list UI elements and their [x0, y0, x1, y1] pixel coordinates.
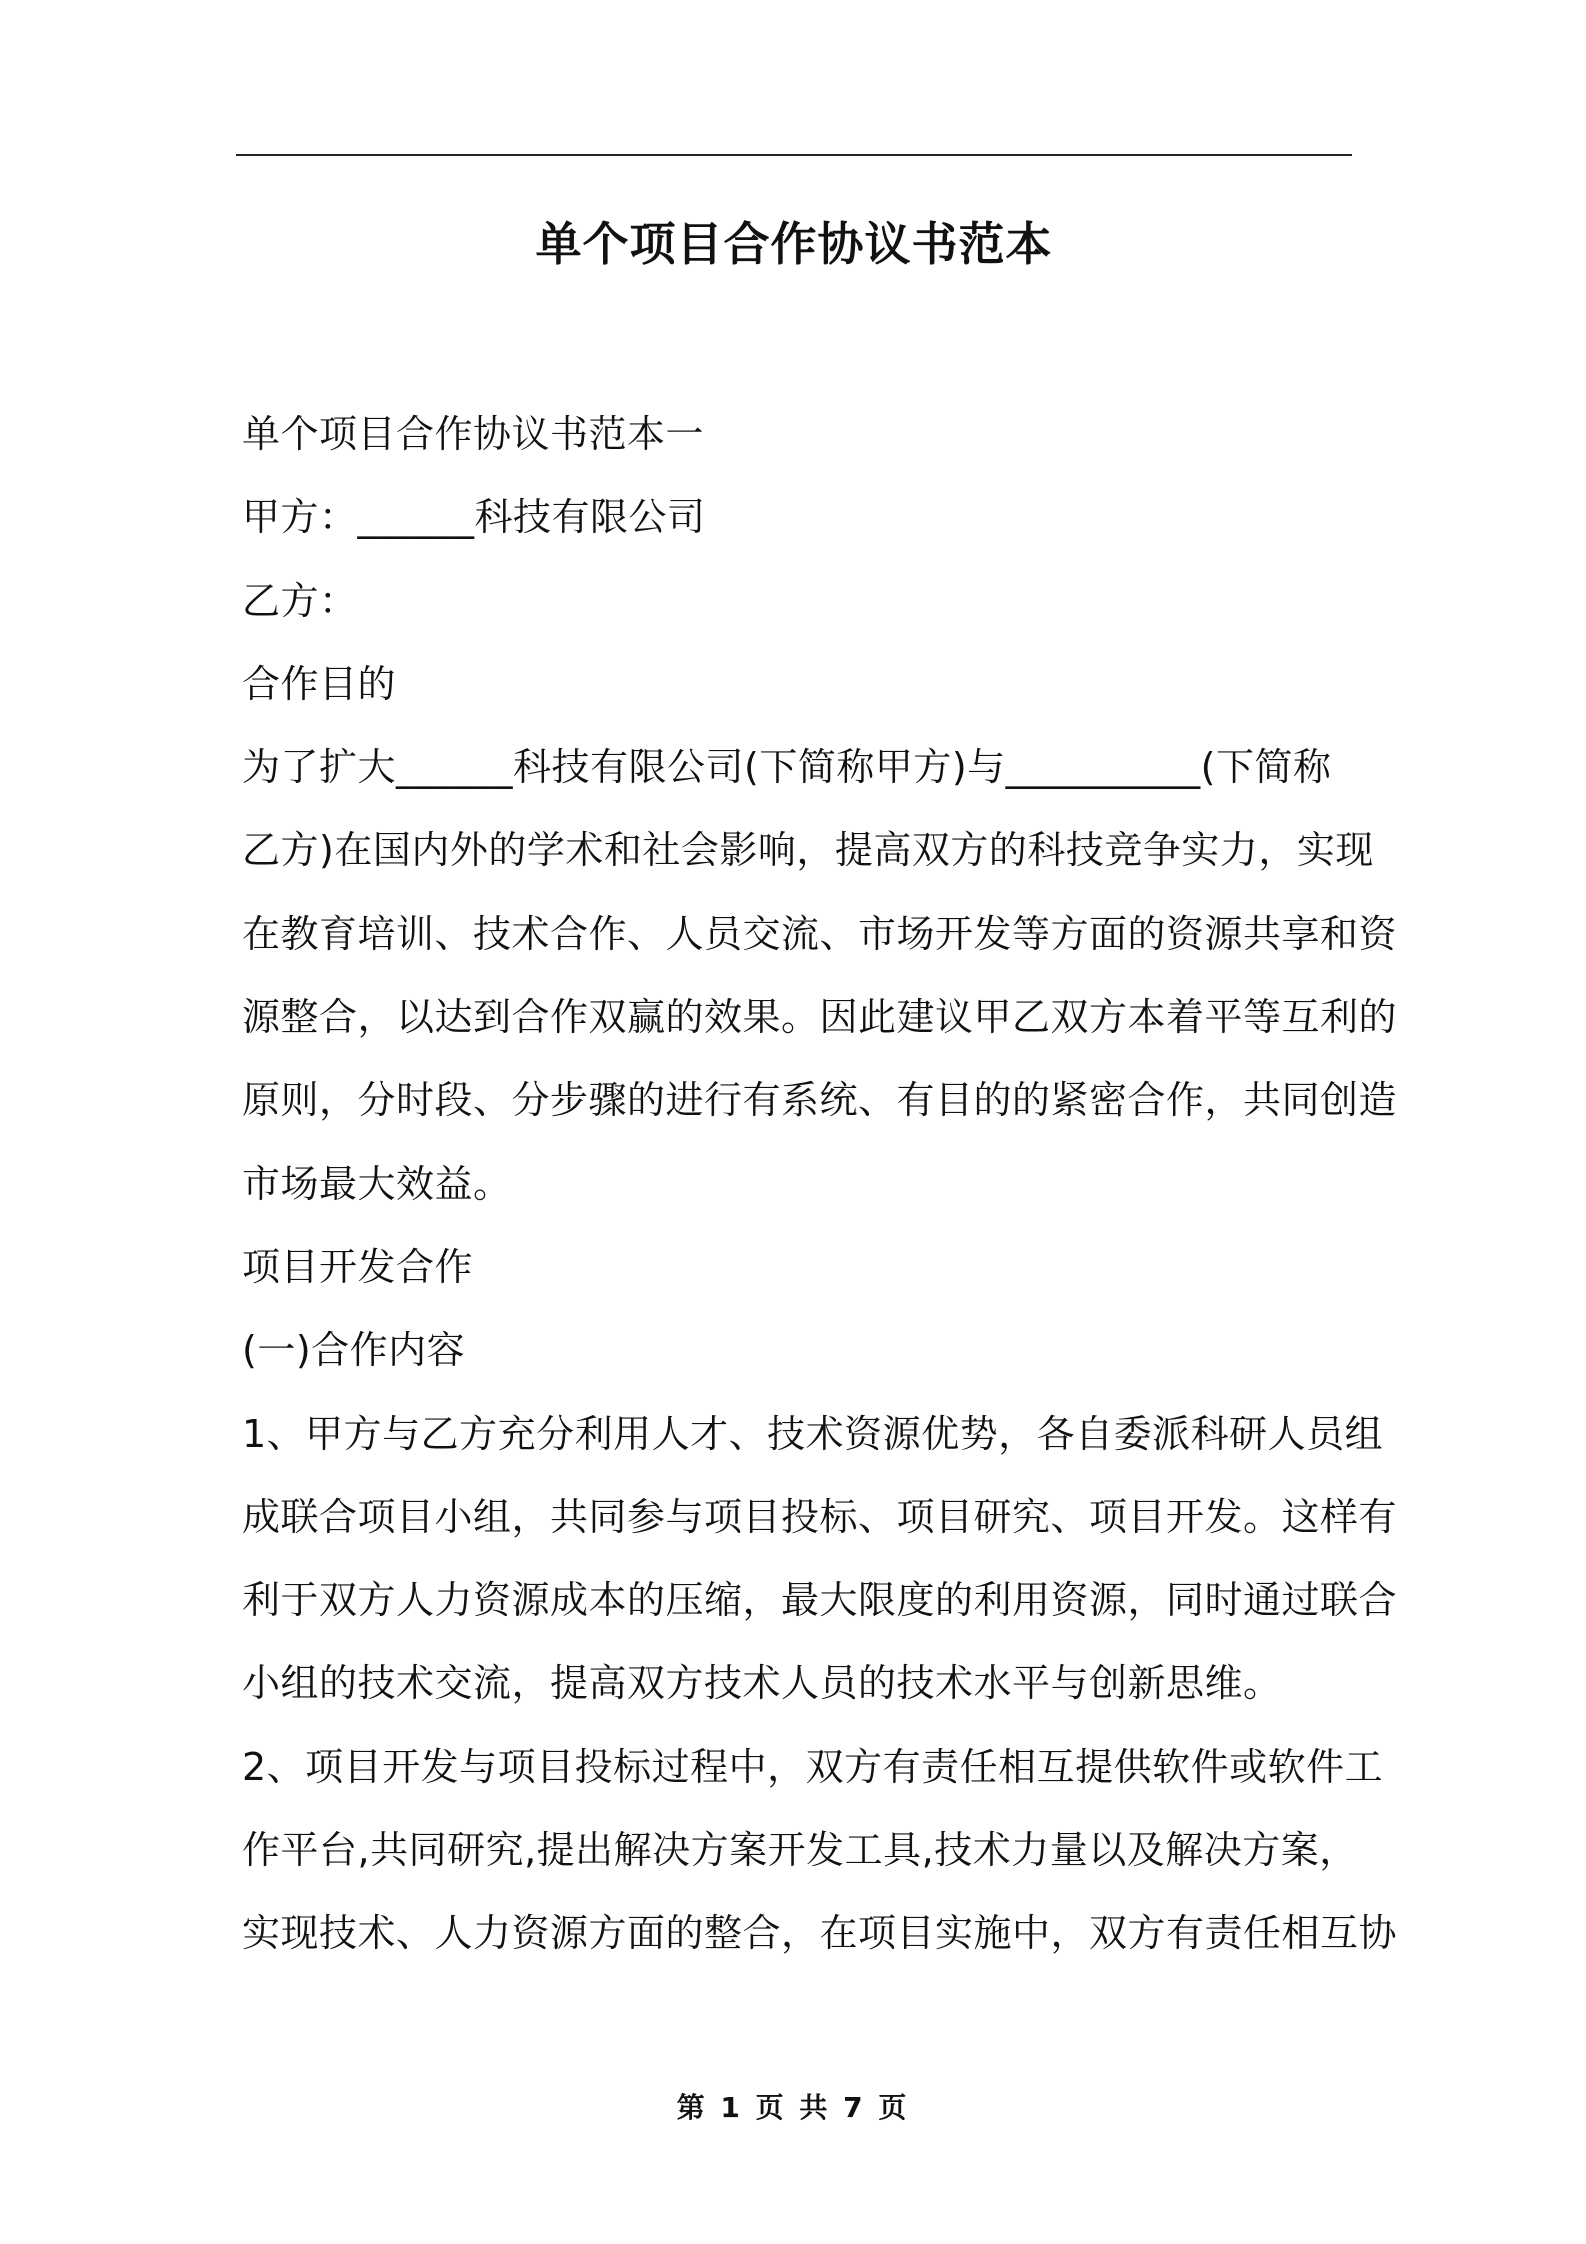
paragraph-line: 2、项目开发与项目投标过程中，双方有责任相互提供软件或软件工	[242, 1744, 1384, 1789]
header-rule	[236, 154, 1352, 156]
paragraph-line: 1、甲方与乙方充分利用人才、技术资源优势，各自委派科研人员组	[242, 1411, 1384, 1456]
paragraph-line: 在教育培训、技术合作、人员交流、市场开发等方面的资源共享和资	[242, 911, 1398, 956]
project-dev-heading: 项目开发合作	[242, 1244, 474, 1289]
cooperation-content-heading: (一)合作内容	[242, 1328, 466, 1373]
paragraph-line: 市场最大效益。	[242, 1161, 512, 1206]
paragraph-line: 利于双方人力资源成本的压缩，最大限度的利用资源，同时通过联合	[242, 1578, 1398, 1623]
party-a-line: 甲方：______科技有限公司	[242, 495, 706, 540]
party-b-line: 乙方：	[242, 578, 358, 623]
paragraph-line: 源整合，以达到合作双赢的效果。因此建议甲乙双方本着平等互利的	[242, 995, 1398, 1040]
paragraph-line: 小组的技术交流，提高双方技术人员的技术水平与创新思维。	[242, 1661, 1282, 1706]
document-body	[242, 404, 1398, 1987]
paragraph-line: 实现技术、人力资源方面的整合，在项目实施中，双方有责任相互协	[242, 1911, 1398, 1956]
paragraph-line: 原则，分时段、分步骤的进行有系统、有目的的紧密合作，共同创造	[242, 1078, 1398, 1123]
paragraph-line: 作平台,共同研究,提出解决方案开发工具,技术力量以及解决方案，	[242, 1828, 1358, 1873]
document-title: 单个项目合作协议书范本	[535, 217, 1053, 271]
section-heading: 单个项目合作协议书范本一	[242, 412, 705, 456]
paragraph-line: 成联合项目小组，共同参与项目投标、项目研究、项目开发。这样有	[242, 1494, 1398, 1539]
paragraph-line: 乙方)在国内外的学术和社会影响，提高双方的科技竞争实力，实现	[242, 828, 1374, 873]
page-number: 第 1 页 共 7 页	[676, 2091, 910, 2124]
paragraph-line: 为了扩大______科技有限公司(下简称甲方)与__________(下简称	[242, 745, 1332, 790]
purpose-heading: 合作目的	[242, 661, 397, 706]
